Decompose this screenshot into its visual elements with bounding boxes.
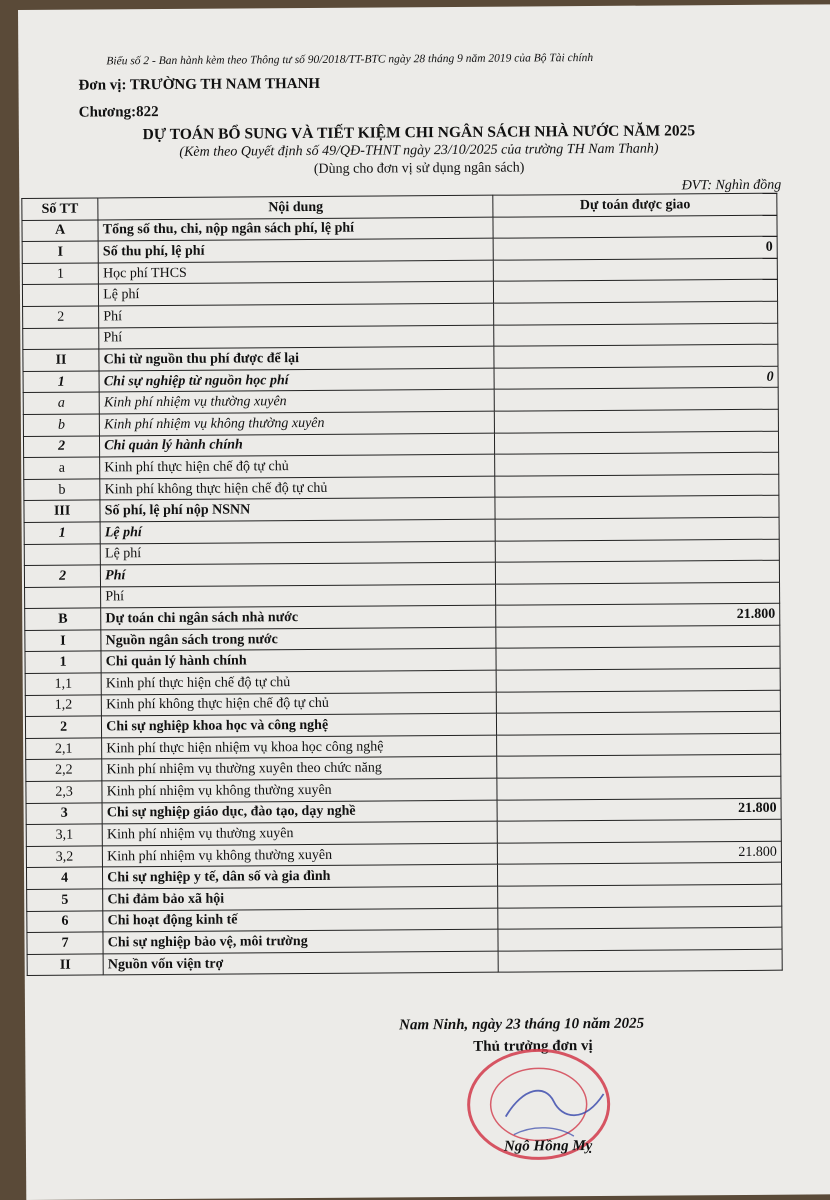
- row-content-cell: Tổng số thu, chi, nộp ngân sách phí, lệ phí: [98, 217, 493, 241]
- row-number-cell: 4: [26, 867, 102, 889]
- row-content-cell: Chi quản lý hành chính: [101, 649, 496, 673]
- row-amount-cell: [494, 344, 778, 368]
- row-content-cell: Chi sự nghiệp từ nguồn học phí: [99, 368, 494, 392]
- row-content-cell: Chi sự nghiệp khoa học và công nghệ: [102, 713, 497, 737]
- row-number-cell: 2,2: [26, 759, 102, 781]
- row-amount-cell: [495, 431, 779, 455]
- row-number-cell: 1,1: [25, 673, 101, 695]
- row-amount-cell: [497, 776, 781, 800]
- row-content-cell: Phí: [101, 584, 496, 608]
- row-content-cell: Kinh phí nhiệm vụ không thường xuyên: [102, 778, 497, 802]
- row-amount-cell: [497, 733, 781, 757]
- row-content-cell: Nguồn ngân sách trong nước: [101, 627, 496, 651]
- row-number-cell: b: [24, 479, 100, 501]
- budget-table-body: [22, 215, 782, 976]
- row-amount-cell: [497, 690, 781, 714]
- row-number-cell: A: [22, 220, 98, 242]
- row-amount-cell: [496, 517, 780, 541]
- document-page: [18, 4, 830, 1200]
- row-amount-cell: [498, 884, 782, 908]
- document-subtitle: (Kèm theo Quyết định số 49/QĐ-THNT ngày 23/10/2025 của trường TH Nam Thanh): [179, 141, 659, 160]
- row-number-cell: 2,3: [26, 781, 102, 803]
- row-content-cell: Số phí, lệ phí nộp NSNN: [100, 497, 495, 521]
- row-number-cell: III: [24, 500, 100, 522]
- row-number-cell: 5: [27, 889, 103, 911]
- row-content-cell: Kinh phí thực hiện chế độ tự chủ: [101, 670, 496, 694]
- row-content-cell: Phí: [101, 562, 496, 586]
- row-amount-cell: [495, 452, 779, 476]
- row-amount-cell: [495, 409, 779, 433]
- row-amount-cell: [494, 301, 778, 325]
- row-amount-cell: [497, 711, 781, 735]
- row-amount-cell: [495, 388, 779, 412]
- row-number-cell: 1: [24, 522, 100, 544]
- row-content-cell: Kinh phí không thực hiện chế độ tự chủ: [100, 476, 495, 500]
- row-content-cell: Chi hoạt động kinh tế: [103, 908, 498, 932]
- row-content-cell: Phí: [99, 303, 494, 327]
- row-number-cell: a: [24, 457, 100, 479]
- row-amount-cell: [494, 323, 778, 347]
- row-number-cell: 2: [24, 565, 100, 587]
- row-content-cell: Chi quản lý hành chính: [100, 433, 495, 457]
- row-number-cell: II: [27, 954, 103, 976]
- row-content-cell: Kinh phí thực hiện nhiệm vụ khoa học công nghệ: [102, 735, 497, 759]
- row-amount-cell: 21.800: [498, 841, 782, 865]
- row-amount-cell: [496, 625, 780, 649]
- row-number-cell: 1: [25, 651, 101, 673]
- row-amount-cell: [499, 949, 783, 973]
- row-amount-cell: [498, 927, 782, 951]
- document-title: DỰ TOÁN BỔ SUNG VÀ TIẾT KIỆM CHI NGÂN SÁCH NHÀ NƯỚC NĂM 2025: [142, 122, 696, 144]
- row-content-cell: Chi sự nghiệp giáo dục, đào tạo, dạy nghề: [102, 800, 497, 824]
- table-row: [27, 949, 782, 976]
- row-number-cell: a: [23, 392, 99, 414]
- row-content-cell: Chi từ nguồn thu phí được để lại: [99, 346, 494, 370]
- row-amount-cell: [497, 755, 781, 779]
- row-amount-cell: [493, 215, 777, 239]
- head-title: Thủ trưởng đơn vị: [473, 1038, 593, 1055]
- row-content-cell: Kinh phí nhiệm vụ thường xuyên: [99, 390, 494, 414]
- row-amount-cell: [495, 474, 779, 498]
- row-content-cell: Kinh phí không thực hiện chế độ tự chủ: [101, 692, 496, 716]
- row-number-cell: 2: [23, 306, 99, 328]
- row-number-cell: I: [22, 241, 98, 263]
- row-number-cell: 3,2: [26, 846, 102, 868]
- row-number-cell: 1,2: [25, 695, 101, 717]
- signer-name: Ngô Hồng Mỵ: [503, 1138, 593, 1155]
- row-amount-cell: 21.800: [498, 798, 782, 822]
- row-number-cell: 2: [25, 716, 101, 738]
- row-number-cell: [24, 543, 100, 565]
- row-amount-cell: [496, 647, 780, 671]
- row-number-cell: II: [23, 349, 99, 371]
- row-content-cell: Lệ phí: [99, 282, 494, 306]
- row-amount-cell: [495, 496, 779, 520]
- row-content-cell: Dự toán chi ngân sách nhà nước: [101, 605, 496, 629]
- chapter-code: Chương:822: [78, 104, 159, 121]
- unit-name: Đơn vị: TRƯỜNG TH NAM THANH: [78, 75, 321, 94]
- row-amount-cell: [494, 258, 778, 282]
- row-content-cell: Kinh phí nhiệm vụ thường xuyên: [102, 821, 497, 845]
- row-amount-cell: [498, 863, 782, 887]
- row-number-cell: [22, 284, 98, 306]
- place-date: Nam Ninh, ngày 23 tháng 10 năm 2025: [399, 1015, 645, 1034]
- row-content-cell: Chi sự nghiệp y tế, dân số và gia đình: [103, 865, 498, 889]
- form-note: Biểu số 2 - Ban hành kèm theo Thông tư số 90/2018/TT-BTC ngày 28 tháng 9 năm 2019 của Bộ Tài chính: [106, 51, 594, 68]
- column-header-no: Số TT: [22, 198, 98, 220]
- row-amount-cell: [498, 906, 782, 930]
- row-number-cell: 1: [23, 371, 99, 393]
- row-content-cell: Kinh phí nhiệm vụ không thường xuyên: [100, 411, 495, 435]
- column-header-content: Nội dung: [98, 195, 493, 219]
- row-amount-cell: [497, 668, 781, 692]
- row-content-cell: Lệ phí: [100, 541, 495, 565]
- row-number-cell: 2,1: [26, 738, 102, 760]
- row-amount-cell: 21.800: [496, 603, 780, 627]
- row-amount-cell: [496, 539, 780, 563]
- row-content-cell: Chi đảm bảo xã hội: [103, 886, 498, 910]
- row-number-cell: 3: [26, 803, 102, 825]
- row-content-cell: Kinh phí nhiệm vụ thường xuyên theo chức năng: [102, 757, 497, 781]
- row-number-cell: b: [23, 414, 99, 436]
- row-content-cell: Học phí THCS: [98, 260, 493, 284]
- row-number-cell: [25, 587, 101, 609]
- row-content-cell: Lệ phí: [100, 519, 495, 543]
- row-number-cell: I: [25, 630, 101, 652]
- currency-unit: ĐVT: Nghìn đồng: [681, 177, 782, 194]
- row-number-cell: 3,1: [26, 824, 102, 846]
- row-number-cell: 1: [22, 263, 98, 285]
- budget-table: [21, 193, 782, 977]
- row-number-cell: 2: [23, 435, 99, 457]
- row-content-cell: Số thu phí, lệ phí: [98, 238, 493, 262]
- row-content-cell: Phí: [99, 325, 494, 349]
- row-amount-cell: [496, 560, 780, 584]
- usage-note: (Dùng cho đơn vị sử dụng ngân sách): [313, 160, 525, 177]
- row-number-cell: B: [25, 608, 101, 630]
- row-amount-cell: [498, 819, 782, 843]
- row-content-cell: Kinh phí thực hiện chế độ tự chủ: [100, 454, 495, 478]
- row-amount-cell: 0: [494, 236, 778, 260]
- row-content-cell: Nguồn vốn viện trợ: [103, 951, 498, 975]
- row-amount-cell: 0: [494, 366, 778, 390]
- row-number-cell: 7: [27, 932, 103, 954]
- row-number-cell: 6: [27, 911, 103, 933]
- row-content-cell: Kinh phí nhiệm vụ không thường xuyên: [103, 843, 498, 867]
- row-content-cell: Chi sự nghiệp bảo vệ, môi trường: [103, 929, 498, 953]
- column-header-amount: Dự toán được giao: [493, 193, 777, 217]
- row-number-cell: [23, 328, 99, 350]
- row-amount-cell: [494, 280, 778, 304]
- row-amount-cell: [496, 582, 780, 606]
